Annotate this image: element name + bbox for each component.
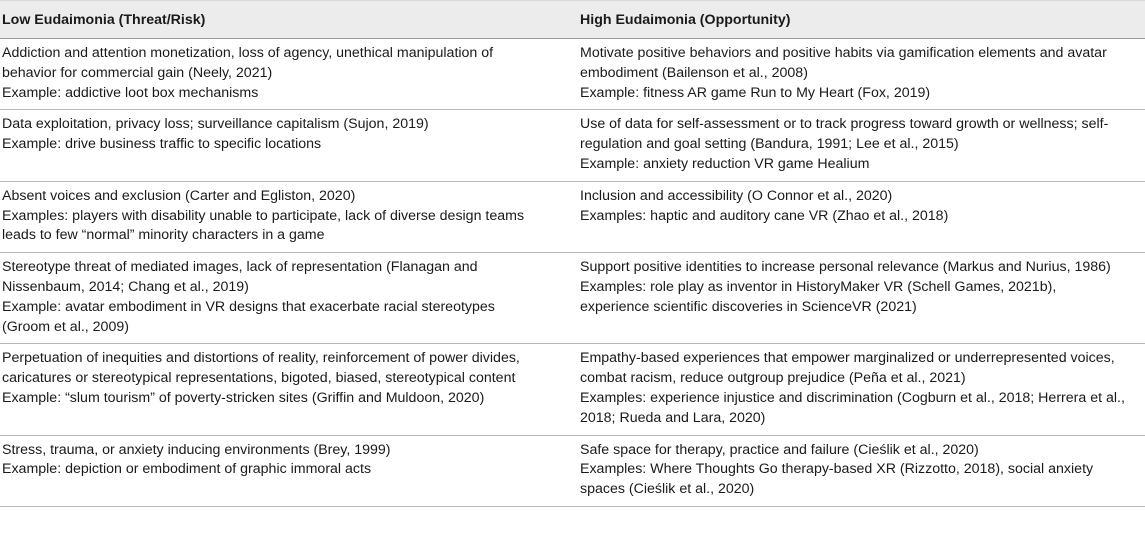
cell-text-line: Nissenbaum, 2014; Chang et al., 2019) xyxy=(2,278,249,295)
header-low-eudaimonia: Low Eudaimonia (Threat/Risk) xyxy=(0,1,576,39)
cell-text-line: Perpetuation of inequities and distortions of reality, reinforcement of power divides, xyxy=(2,350,520,367)
table-row xyxy=(0,39,1145,110)
header-high-eudaimonia: High Eudaimonia (Opportunity) xyxy=(576,1,1145,39)
cell-text-line: spaces (Cieślik et al., 2020) xyxy=(580,481,755,498)
cell-text-line: Example: addictive loot box mechanisms xyxy=(2,84,259,101)
low-cell xyxy=(0,344,576,435)
cell-text-line: Stereotype threat of mediated images, lack of representation (Flanagan and xyxy=(2,259,478,276)
cell-text-line: Examples: role play as inventor in HistoryMaker VR (Schell Games, 2021b), xyxy=(580,278,1057,295)
cell-text-line: (Groom et al., 2009) xyxy=(2,318,129,335)
low-cell xyxy=(0,110,576,181)
cell-text-line: regulation and goal setting (Bandura, 1991; Lee et al., 2015) xyxy=(580,136,959,153)
cell-text-line: leads to few “normal” minority characters in a game xyxy=(2,227,325,244)
cell-text-line: Data exploitation, privacy loss; surveillance capitalism (Sujon, 2019) xyxy=(2,116,429,133)
cell-text-line: Absent voices and exclusion (Carter and Egliston, 2020) xyxy=(2,187,356,204)
cell-text-line: behavior for commercial gain (Neely, 2021) xyxy=(2,64,273,81)
cell-text-line: experience scientific discoveries in ScienceVR (2021) xyxy=(580,298,917,315)
cell-text-line: Example: anxiety reduction VR game Healium xyxy=(580,155,870,172)
low-cell xyxy=(0,253,576,344)
cell-text-line: Example: drive business traffic to specific locations xyxy=(2,136,322,153)
cell-text-line: Motivate positive behaviors and positive habits via gamification elements and avatar xyxy=(580,45,1107,61)
cell-text-line: caricatures or stereotypical representations, bigoted, biased, stereotypical content xyxy=(2,370,516,387)
cell-text-line: Use of data for self-assessment or to track progress toward growth or wellness; self- xyxy=(580,116,1109,133)
cell-text-line: Example: depiction or embodiment of graphic immoral acts xyxy=(2,461,372,478)
low-cell xyxy=(0,435,576,506)
header-row xyxy=(0,1,1145,39)
high-cell xyxy=(576,253,1145,344)
cell-text-line: embodiment (Bailenson et al., 2008) xyxy=(580,64,808,81)
high-cell xyxy=(576,39,1145,110)
cell-text-line: Examples: Where Thoughts Go therapy-based XR (Rizzotto, 2018), social anxiety xyxy=(580,461,1094,478)
cell-text-line: Example: fitness AR game Run to My Heart (Fox, 2019) xyxy=(580,84,931,101)
cell-text-line: Stress, trauma, or anxiety inducing environments (Brey, 1999) xyxy=(2,441,391,458)
high-cell xyxy=(576,110,1145,181)
cell-text-line: Examples: haptic and auditory cane VR (Zhao et al., 2018) xyxy=(580,207,949,224)
cell-text-line: Addiction and attention monetization, loss of agency, unethical manipulation of xyxy=(2,45,494,61)
low-cell xyxy=(0,39,576,110)
table-row xyxy=(0,344,1145,435)
cell-text-line: combat racism, reduce outgroup prejudice (Peña et al., 2021) xyxy=(580,370,966,387)
high-cell xyxy=(576,435,1145,506)
cell-text-line: Safe space for therapy, practice and failure (Cieślik et al., 2020) xyxy=(580,441,979,458)
table-row xyxy=(0,181,1145,252)
cell-text-line: Examples: experience injustice and discrimination (Cogburn et al., 2018; Herrera et al., xyxy=(580,389,1125,406)
high-cell xyxy=(576,344,1145,435)
cell-text-line: Support positive identities to increase personal relevance (Markus and Nurius, 1986) xyxy=(580,259,1111,276)
cell-text-line: Inclusion and accessibility (O Connor et al., 2020) xyxy=(580,187,893,204)
cell-text-line: Empathy-based experiences that empower marginalized or underrepresented voices, xyxy=(580,350,1115,367)
cell-text-line: Examples: players with disability unable to participate, lack of diverse design teams xyxy=(2,207,525,224)
table-row xyxy=(0,110,1145,181)
high-cell xyxy=(576,181,1145,252)
low-cell xyxy=(0,181,576,252)
cell-text-line: Example: “slum tourism” of poverty-stricken sites (Griffin and Muldoon, 2020) xyxy=(2,389,485,406)
table-row xyxy=(0,435,1145,506)
cell-text-line: 2018; Rueda and Lara, 2020) xyxy=(580,409,766,426)
cell-text-line: Example: avatar embodiment in VR designs that exacerbate racial stereotypes xyxy=(2,298,495,315)
table-row xyxy=(0,253,1145,344)
